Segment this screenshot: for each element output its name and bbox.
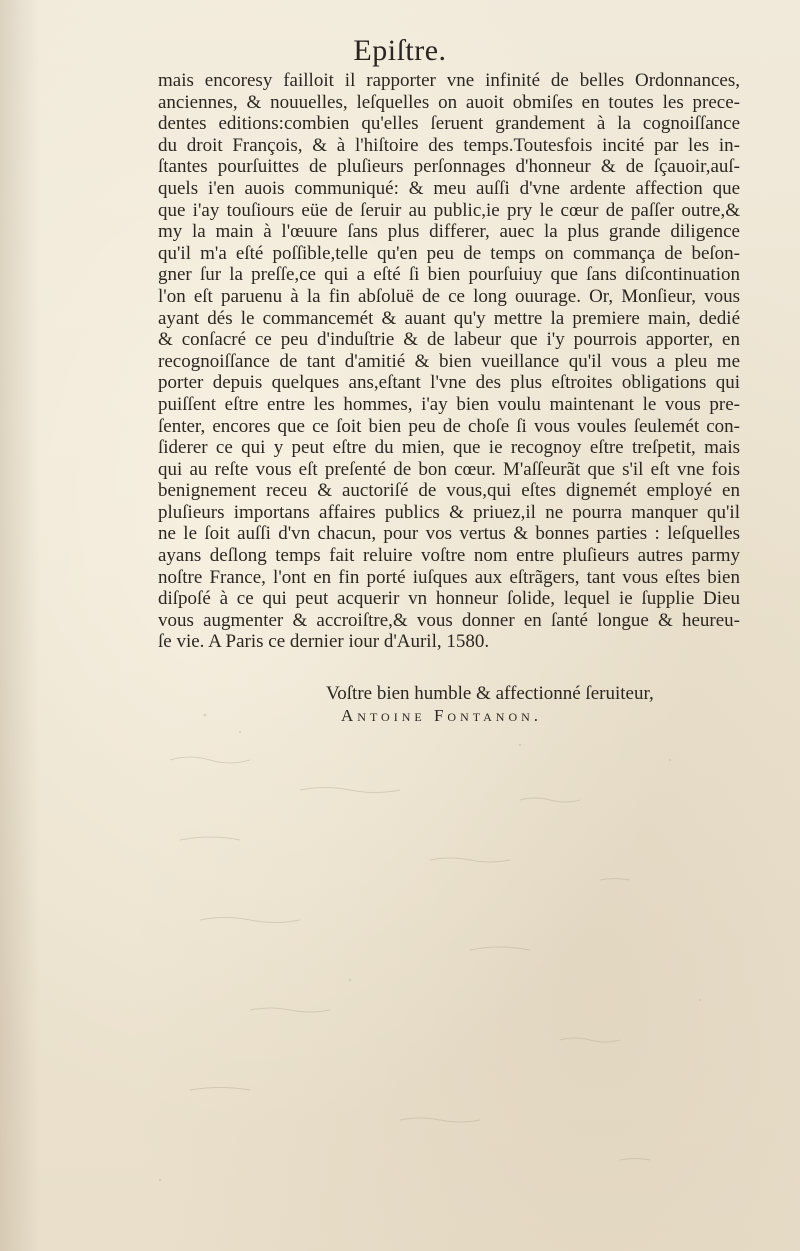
text-line: my la main à l'œuure ſans plus differer, auec la plus grande diligence — [158, 221, 740, 243]
text-line: porter depuis quelques ans,eſtant l'vne des plus eſtroites obligations qui — [158, 372, 740, 394]
text-line: noſtre France, l'ont en fin porté iuſques aux eſtrãgers, tant vous eſtes bien — [158, 566, 740, 588]
signature-closing: Voſtre bien humble & affectionné ſeruiteur, — [326, 683, 654, 704]
signature-block — [326, 683, 654, 727]
text-line: du droit François, & à l'hiſtoire des temps.Toutesfois incité par les in- — [158, 134, 740, 156]
epistle-body — [158, 70, 740, 653]
text-line: puiſſent eſtre entre les hommes, i'ay bien voulu maintenant le vous pre- — [158, 393, 740, 415]
text-line: ayans deſlong temps fait reluire voſtre nom entre pluſieurs autres parmy — [158, 545, 740, 567]
text-line: que i'ay touſiours eüe de ſeruir au public,ie pry le cœur de paſſer outre,& — [158, 199, 740, 221]
text-line: ſtantes pourſuittes de pluſieurs perſonnages d'honneur & de ſçauoir,auſ- — [158, 156, 740, 178]
text-line: l'on eſt paruenu à la fin abſoluë de ce long ouurage. Or, Monſieur, vous — [158, 285, 740, 307]
text-line: quels i'en auois communiqué: & meu auſſi d'vne ardente affection que — [158, 177, 740, 199]
text-line: vous augmenter & accroiſtre,& vous donner en ſanté longue & heureu- — [158, 609, 740, 631]
text-line: mais encoresy failloit il rapporter vne infinité de belles Ordonnances, — [158, 70, 740, 91]
text-line: anciennes, & nouuelles, leſquelles on auoit obmiſes en toutes les prece- — [158, 91, 740, 113]
text-line: pluſieurs importans affaires publics & priuez,il ne pourra manquer qu'il — [158, 501, 740, 523]
text-line: ſenter, encores que ce ſoit bien peu de choſe ſi vous voules ſeulemét con- — [158, 415, 740, 437]
text-line: diſpoſé à ce qui peut acquerir vn honneur ſolide, lequel ie ſupplie Dieu — [158, 588, 740, 610]
text-line: benignement receu & auctoriſé de vous,qui eſtes dignemét employé en — [158, 480, 740, 502]
text-line: ne le ſoit auſſi d'vn chacun, pour vos vertus & bonnes parties : leſquelles — [158, 523, 740, 545]
signature-name: Antoine Fontanon. — [341, 706, 543, 725]
page-edge-shadow — [0, 0, 40, 1251]
text-line: dentes editions:combien qu'elles ſeruent grandement à la cognoiſſance — [158, 113, 740, 135]
text-line: ayant dés le commancemét & auant qu'y mettre la premiere main, dedié — [158, 307, 740, 329]
text-line: & conſacré ce peu d'induſtrie & de labeur que i'y pourrois apporter, en — [158, 329, 740, 351]
text-line: qu'il m'a eſté poſſible,telle qu'en peu de temps on commança de beſon- — [158, 242, 740, 264]
running-head: Epiſtre. — [353, 34, 447, 67]
text-line: ſe vie. A Paris ce dernier iour d'Auril, 1580. — [158, 631, 490, 653]
text-line: ſiderer ce qui y peut eſtre du mien, que ie recognoy eſtre treſpetit, mais — [158, 437, 740, 459]
text-line: recognoiſſance de tant d'amitié & bien vueillance qu'il vous a pleu me — [158, 350, 740, 372]
text-line: gner ſur la preſſe,ce qui a eſté ſi bien pourſuiuy que ſans diſcontinuation — [158, 264, 740, 286]
text-line: qui au reſte vous eſt preſenté de bon cœur. M'aſſeurãt que s'il eſt vne fois — [158, 458, 740, 480]
